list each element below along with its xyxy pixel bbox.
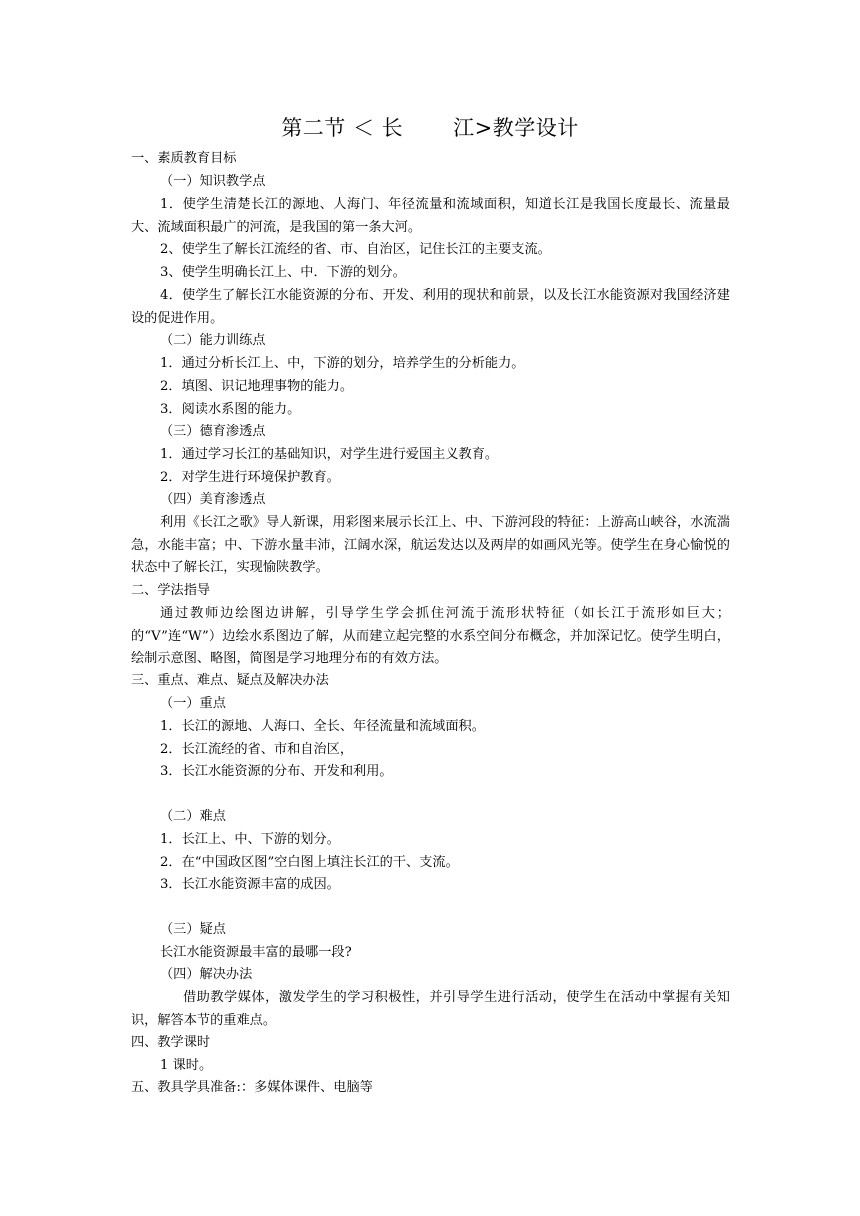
document-title xyxy=(0,112,860,144)
subsection-aesthetic-heading: （四）美育渗透点 xyxy=(160,492,266,507)
subsection-doubts-heading: （三）疑点 xyxy=(160,922,226,937)
difficulty-point-1: 1．长江上、中、下游的划分。 xyxy=(160,832,340,847)
knowledge-point-1: 1．使学生清楚长江的源地、人海门、年径流量和流域面积，知道长江是我国长度最长、流量最大、流域面积最广的河流，是我国的第一条大河。 xyxy=(131,197,730,235)
section-2-heading: 二、学法指导 xyxy=(131,583,211,598)
ability-point-1: 1．通过分析长江上、中，下游的划分，培养学生的分析能力。 xyxy=(160,356,525,371)
section-4-heading: 四、教学课时 xyxy=(131,1035,211,1050)
difficulty-point-3: 3．长江水能资源丰富的成因。 xyxy=(160,877,340,892)
solutions-paragraph: 借助教学媒体，激发学生的学习积极性，并引导学生进行活动，使学生在活动中掌握有关知识，解答本节的重难点。 xyxy=(131,990,730,1028)
section-5-heading: 五、教具学具准备:：多媒体课件、电脑等 xyxy=(131,1080,373,1095)
section-1-heading: 一、素质教育目标 xyxy=(131,151,237,166)
subsection-difficulties-heading: （二）难点 xyxy=(160,809,226,824)
subsection-moral-heading: （三）德育渗透点 xyxy=(160,424,266,439)
doubt-point: 长江水能资源最丰富的最哪一段? xyxy=(160,945,352,960)
knowledge-point-3: 3、使学生明确长江上、中．下游的划分。 xyxy=(160,265,406,280)
difficulty-point-2: 2．在“中国政区图”空白图上填注长江的干、支流。 xyxy=(160,855,459,870)
knowledge-point-2: 2、使学生了解长江流经的省、市、自治区，记住长江的主要支流。 xyxy=(160,242,551,257)
title-part-a: 第二节 ＜ 长 xyxy=(281,116,404,140)
ability-point-3: 3．阅读水系图的能力。 xyxy=(160,402,301,417)
ability-point-2: 2．填图、识记地理事物的能力。 xyxy=(160,379,354,394)
knowledge-point-4: 4．使学生了解长江水能资源的分布、开发、利用的现状和前景，以及长江水能资源对我国经济建设的促进作用。 xyxy=(131,288,730,326)
subsection-knowledge-heading: （一）知识教学点 xyxy=(160,174,266,189)
moral-point-1: 1．通过学习长江的基础知识，对学生进行爱国主义教育。 xyxy=(160,447,499,462)
subsection-solutions-heading: （四）解决办法 xyxy=(160,967,253,982)
key-point-1: 1．长江的源地、人海口、全长、年径流量和流域面积。 xyxy=(160,719,485,734)
key-point-3: 3．长江水能资源的分布、开发和利用。 xyxy=(160,764,393,779)
key-point-2: 2．长江流经的省、市和自治区， xyxy=(160,742,354,757)
lesson-hours: 1 课时。 xyxy=(160,1058,213,1073)
method-paragraph: 通过教师边绘图边讲解，引导学生学会抓住河流于流形状特征（如长江于流形如巨大；的“V”连“W”）边绘水系图边了解，从而建立起完整的水系空间分布概念，并加深记忆。使学生明白，绘制示意图、略图，简图是学习地理分布的有效方法。 xyxy=(131,606,730,667)
moral-point-2: 2．对学生进行环境保护教育。 xyxy=(160,470,340,485)
section-3-heading: 三、重点、难点、疑点及解决办法 xyxy=(131,673,329,688)
subsection-ability-heading: （二）能力训练点 xyxy=(160,333,266,348)
title-part-b: 江>教学设计 xyxy=(453,116,579,140)
aesthetic-paragraph: 利用《长江之歌》导人新课，用彩图来展示长江上、中、下游河段的特征：上游高山峡谷，水流湍急，水能丰富；中、下游水量丰沛，江阔水深，航运发达以及两岸的如画风光等。使学生在身心愉悦的状态中了解长江，实现愉陕教学。 xyxy=(131,515,730,576)
subsection-key-points-heading: （一）重点 xyxy=(160,696,226,711)
